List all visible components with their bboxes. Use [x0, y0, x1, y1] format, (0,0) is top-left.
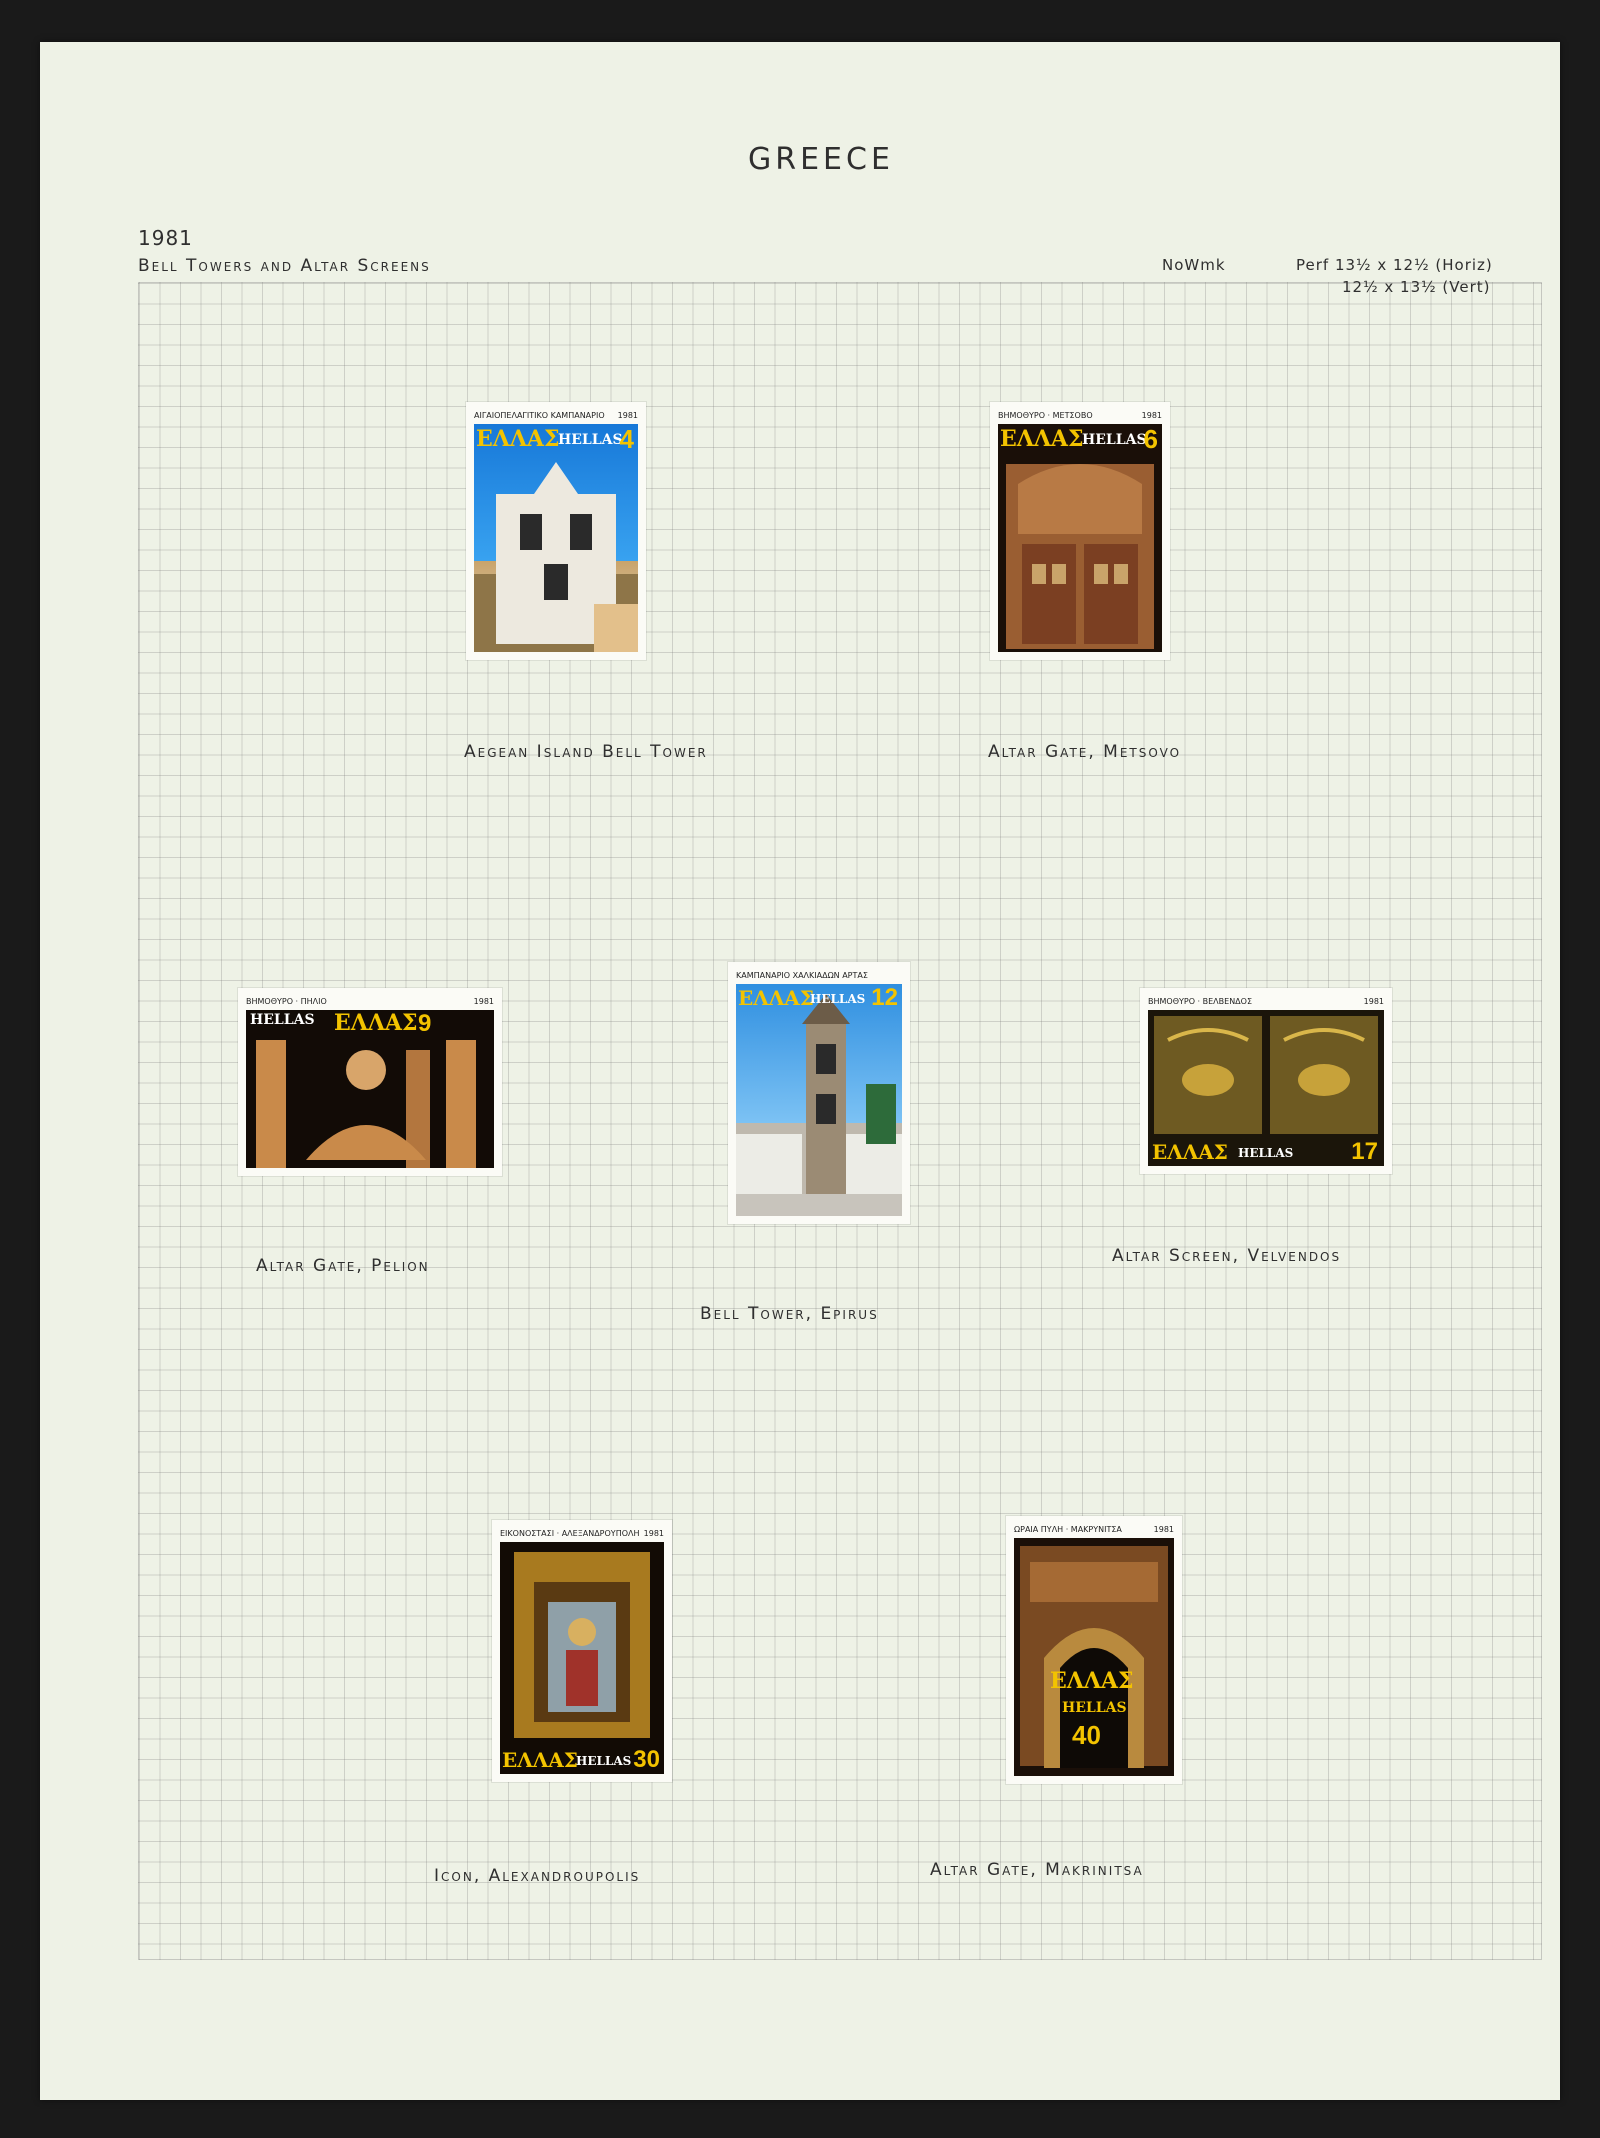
stamp-hellas: HELLAS [810, 992, 866, 1006]
stamp-value: 12 [871, 984, 898, 1011]
stamp-caption: Altar Screen, Velvendos [1112, 1246, 1342, 1266]
stamp-year: 1981 [473, 996, 494, 1006]
stamp-altar-gate-metsovo [990, 402, 1170, 660]
stamp-top-text: ΩΡΑΙΑ ΠΥΛΗ · ΜΑΚΡΥΝΙΤΣΑ [1014, 1524, 1122, 1534]
stamp-year: 1981 [1153, 1524, 1174, 1534]
stamp-caption: Icon, Alexandroupolis [434, 1866, 641, 1886]
album-page [40, 42, 1560, 2100]
stamp-caption: Altar Gate, Pelion [256, 1256, 430, 1276]
bell-tower-image [474, 424, 638, 652]
iconostasis-image [500, 1542, 664, 1774]
stamp-value: 40 [1072, 1720, 1101, 1750]
stamp-value: 17 [1351, 1138, 1378, 1165]
stamp-aegean-bell-tower [466, 402, 646, 660]
stamp-caption: Altar Gate, Metsovo [988, 742, 1182, 762]
stamp-year: 1981 [643, 1528, 664, 1538]
altar-gate-image [998, 424, 1162, 652]
stamp-altar-gate-makrinitsa [1006, 1516, 1182, 1784]
stamp-caption: Bell Tower, Epirus [700, 1304, 879, 1324]
stamp-caption: Altar Gate, Makrinitsa [930, 1860, 1144, 1880]
stamp-year: 1981 [1363, 996, 1384, 1006]
stamp-value: 9 [418, 1010, 432, 1037]
stamp-altar-screen-velvendos [1140, 988, 1392, 1174]
stamp-ellas: ΕΛΛΑΣ [334, 1010, 418, 1036]
year-label: 1981 [138, 226, 193, 250]
stamp-hellas: HELLAS [558, 432, 623, 448]
perf-vert: 12½ x 13½ (Vert) [1342, 278, 1491, 296]
page-title: GREECE [748, 142, 894, 177]
set-title: Bell Towers and Altar Screens [138, 256, 431, 276]
stamp-caption: Aegean Island Bell Tower [464, 742, 708, 762]
stamp-ellas: ΕΛΛΑΣ [738, 986, 814, 1010]
stamp-altar-gate-pelion [238, 988, 502, 1176]
stamp-icon-alexandroupolis [492, 1520, 672, 1782]
stamp-hellas: HELLAS [1082, 432, 1147, 448]
stamp-ellas: ΕΛΛΑΣ [1152, 1140, 1228, 1164]
stamp-ellas: ΕΛΛΑΣ [502, 1748, 578, 1772]
stamp-hellas: HELLAS [1238, 1146, 1294, 1160]
stamp-year: 1981 [617, 410, 638, 420]
stamp-hellas: HELLAS [1062, 1700, 1127, 1716]
stamp-hellas: HELLAS [576, 1754, 632, 1768]
stamp-ellas: ΕΛΛΑΣ [476, 426, 560, 452]
stamp-hellas: HELLAS [250, 1012, 315, 1028]
stamp-top-text: ΚΑΜΠΑΝΑΡΙΟ ΧΑΛΚΙΑΔΩΝ ΑΡΤΑΣ [736, 970, 868, 980]
stamp-ellas: ΕΛΛΑΣ [1000, 426, 1084, 452]
stamp-top-text: ΒΗΜΟΘΥΡΟ · ΜΕΤΣΟΒΟ [998, 410, 1093, 420]
stamp-bell-tower-epirus [728, 962, 910, 1224]
stamp-top-text: ΕΙΚΟΝΟΣΤΑΣΙ · ΑΛΕΞΑΝΔΡΟΥΠΟΛΗ [500, 1528, 640, 1538]
stamp-top-text: ΑΙΓΑΙΟΠΕΛΑΓΙΤΙΚΟ ΚΑΜΠΑΝΑΡΙΟ [474, 410, 605, 420]
stamp-top-text: ΒΗΜΟΘΥΡΟ · ΒΕΛΒΕΝΔΟΣ [1148, 996, 1253, 1006]
bell-tower-image [736, 984, 902, 1216]
stamp-top-text: ΒΗΜΟΘΥΡΟ · ΠΗΛΙΟ [246, 996, 327, 1006]
stamp-year: 1981 [1141, 410, 1162, 420]
stamp-value: 6 [1143, 424, 1158, 454]
stamp-ellas: ΕΛΛΑΣ [1050, 1668, 1134, 1694]
watermark-note: NoWmk [1162, 256, 1226, 274]
perf-horiz: Perf 13½ x 12½ (Horiz) [1296, 256, 1493, 274]
stamp-value: 4 [619, 424, 634, 454]
stamp-value: 30 [633, 1746, 660, 1773]
